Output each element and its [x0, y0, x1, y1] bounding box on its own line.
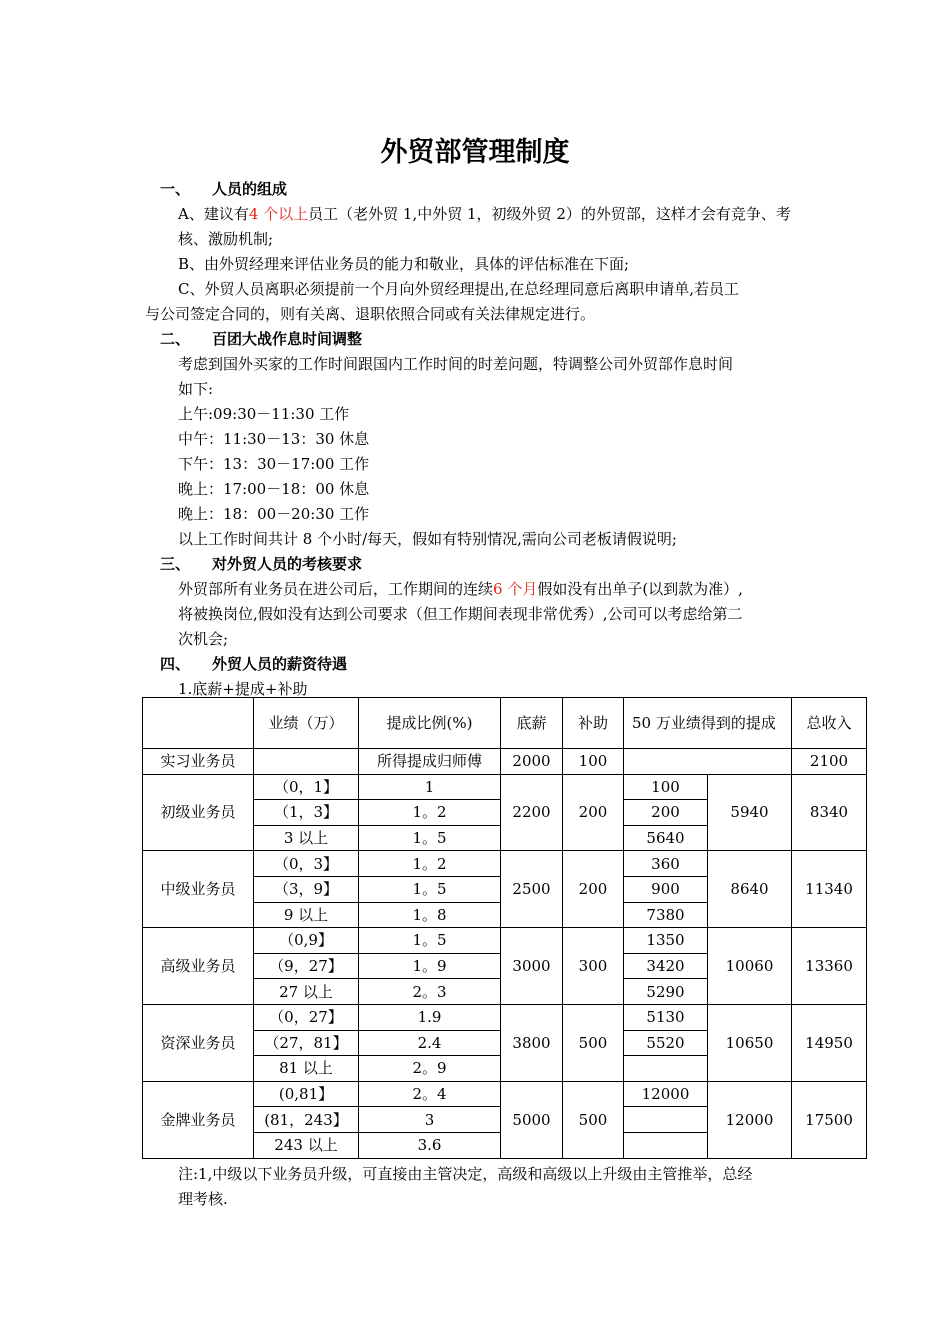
base-salary-cell: 2000 [501, 749, 563, 775]
rate-cell: 1。2 [359, 800, 501, 826]
range-cell: (81，243】 [254, 1107, 359, 1133]
section-2-intro: 考虑到国外买家的工作时间跟国内工作时间的时差问题，特调整公司外贸部作息时间 [178, 355, 734, 373]
commission-cell: 5520 [624, 1030, 708, 1056]
range-cell: (0,81】 [254, 1081, 359, 1107]
section-3-line-2: 将被换岗位,假如没有达到公司要求（但工作期间表现非常优秀）,公司可以考虑给第二 [178, 605, 743, 623]
range-cell [254, 749, 359, 775]
commission-total-cell: 10060 [708, 928, 792, 1005]
schedule-afternoon: 下午：13：30－17:00 工作 [178, 455, 370, 473]
level-cell: 资深业务员 [143, 1004, 254, 1081]
rate-cell: 2。3 [359, 979, 501, 1005]
commission-total-cell: 8640 [708, 851, 792, 928]
commission-total-cell: 10650 [708, 1004, 792, 1081]
range-cell: （0,9】 [254, 928, 359, 954]
section-3-line-1 [178, 578, 743, 599]
level-cell: 中级业务员 [143, 851, 254, 928]
section-3-title: 对外贸人员的考核要求 [212, 555, 363, 573]
base-salary-cell: 2200 [501, 774, 563, 851]
table-row [143, 851, 867, 877]
table-header-cell [143, 698, 254, 749]
item-a-text-1: A、建议有 [178, 205, 249, 223]
rate-cell: 2。4 [359, 1081, 501, 1107]
subsidy-cell: 200 [563, 774, 624, 851]
base-salary-cell: 3000 [501, 928, 563, 1005]
range-cell: （0，1】 [254, 774, 359, 800]
total-income-cell: 17500 [792, 1081, 867, 1158]
section-3-heading [160, 553, 362, 574]
commission-cell: 7380 [624, 902, 708, 928]
total-income-cell: 2100 [792, 749, 867, 775]
section-1-item-c-line2: 与公司签定合同的，则有关离、退职依照合同或有关法律规定进行。 [145, 305, 596, 323]
range-cell: （0，27】 [254, 1004, 359, 1030]
commission-cell: 1350 [624, 928, 708, 954]
section-4-title: 外贸人员的薪资待遇 [212, 655, 348, 673]
rate-cell: 2。9 [359, 1056, 501, 1082]
subsidy-cell: 100 [563, 749, 624, 775]
commission-cell [624, 1056, 708, 1082]
table-row [143, 774, 867, 800]
section-1-item-a [178, 203, 791, 224]
commission-cell [624, 749, 792, 775]
section-2-intro-line2: 如下: [178, 380, 214, 398]
total-income-cell: 14950 [792, 1004, 867, 1081]
table-header-cell: 50 万业绩得到的提成 [624, 698, 792, 749]
level-cell: 初级业务员 [143, 774, 254, 851]
commission-cell: 360 [624, 851, 708, 877]
rate-cell: 1。5 [359, 928, 501, 954]
rate-cell: 3.6 [359, 1132, 501, 1158]
commission-cell: 5290 [624, 979, 708, 1005]
total-income-cell: 11340 [792, 851, 867, 928]
table-row [143, 1081, 867, 1107]
schedule-summary: 以上工作时间共计 8 个小时/每天，假如有特别情况,需向公司老板请假说明; [178, 530, 677, 548]
table-header-cell: 总收入 [792, 698, 867, 749]
table-header-cell: 底薪 [501, 698, 563, 749]
commission-cell [624, 1132, 708, 1158]
section-3-line-3: 次机会; [178, 630, 229, 648]
subsidy-cell: 500 [563, 1004, 624, 1081]
rate-cell: 所得提成归师傅 [359, 749, 501, 775]
table-row [143, 1004, 867, 1030]
level-cell: 实习业务员 [143, 749, 254, 775]
section-2-number: 二、 [160, 330, 191, 348]
section-3-text-2: 假如没有出单子(以到款为准）, [537, 580, 743, 598]
range-cell: （27，81】 [254, 1030, 359, 1056]
rate-cell: 1。9 [359, 953, 501, 979]
rate-cell: 1。2 [359, 851, 501, 877]
subsidy-cell: 200 [563, 851, 624, 928]
range-cell: （9，27】 [254, 953, 359, 979]
range-cell: 3 以上 [254, 825, 359, 851]
range-cell: 27 以上 [254, 979, 359, 1005]
range-cell: （0，3】 [254, 851, 359, 877]
section-2-heading [160, 328, 362, 349]
commission-cell: 5130 [624, 1004, 708, 1030]
base-salary-cell: 2500 [501, 851, 563, 928]
section-1-heading [160, 178, 287, 199]
section-4-number: 四、 [160, 655, 191, 673]
table-row [143, 928, 867, 954]
commission-total-cell: 12000 [708, 1081, 792, 1158]
schedule-evening-work: 晚上：18：00－20:30 工作 [178, 505, 370, 523]
section-2-title: 百团大战作息时间调整 [212, 330, 363, 348]
table-row-intern [143, 749, 867, 775]
base-salary-cell: 5000 [501, 1081, 563, 1158]
total-income-cell: 8340 [792, 774, 867, 851]
commission-cell [624, 1107, 708, 1133]
rate-cell: 1。5 [359, 876, 501, 902]
commission-cell: 5640 [624, 825, 708, 851]
section-4-subtitle: 1.底薪+提成+补助 [178, 680, 308, 698]
rate-cell: 1 [359, 774, 501, 800]
section-1-number: 一、 [160, 180, 191, 198]
range-cell: （1，3】 [254, 800, 359, 826]
schedule-evening-break: 晚上：17:00－18：00 休息 [178, 480, 370, 498]
item-a-highlight: 4 个以上 [248, 205, 309, 223]
section-1-item-a-line2: 核、激励机制; [178, 230, 274, 248]
total-income-cell: 13360 [792, 928, 867, 1005]
rate-cell: 2.4 [359, 1030, 501, 1056]
table-header-cell: 补助 [563, 698, 624, 749]
level-cell: 金牌业务员 [143, 1081, 254, 1158]
rate-cell: 1。5 [359, 825, 501, 851]
section-1-item-c: C、外贸人员离职必须提前一个月向外贸经理提出,在总经理同意后离职申请单,若员工 [178, 280, 740, 298]
range-cell: 9 以上 [254, 902, 359, 928]
item-a-text-2: 员工（老外贸 1,中外贸 1，初级外贸 2）的外贸部，这样才会有竞争、考 [308, 205, 791, 223]
table-header-cell: 业绩（万） [254, 698, 359, 749]
table-header-row [143, 698, 867, 749]
section-3-number: 三、 [160, 555, 191, 573]
commission-cell: 200 [624, 800, 708, 826]
range-cell: （3，9】 [254, 876, 359, 902]
range-cell: 243 以上 [254, 1132, 359, 1158]
subsidy-cell: 300 [563, 928, 624, 1005]
subsidy-cell: 500 [563, 1081, 624, 1158]
schedule-noon: 中午：11:30－13：30 休息 [178, 430, 370, 448]
schedule-morning: 上午:09:30－11:30 工作 [178, 405, 350, 423]
range-cell: 81 以上 [254, 1056, 359, 1082]
commission-cell: 100 [624, 774, 708, 800]
section-1-title: 人员的组成 [212, 180, 288, 198]
commission-cell: 12000 [624, 1081, 708, 1107]
level-cell: 高级业务员 [143, 928, 254, 1005]
section-4-heading [160, 653, 347, 674]
page-title: 外贸部管理制度 [380, 137, 570, 168]
note-line-2: 理考核. [178, 1190, 228, 1208]
rate-cell: 1.9 [359, 1004, 501, 1030]
commission-cell: 3420 [624, 953, 708, 979]
commission-cell: 900 [624, 876, 708, 902]
table-header-cell: 提成比例(%) [359, 698, 501, 749]
section-1-item-b: B、由外贸经理来评估业务员的能力和敬业，具体的评估标准在下面; [178, 255, 630, 273]
salary-table [142, 697, 867, 1159]
note-line-1: 注:1,中级以下业务员升级，可直接由主管决定，高级和高级以上升级由主管推举，总经 [178, 1165, 753, 1183]
commission-total-cell: 5940 [708, 774, 792, 851]
rate-cell: 1。8 [359, 902, 501, 928]
section-3-text-1: 外贸部所有业务员在进公司后，工作期间的连续 [178, 580, 494, 598]
rate-cell: 3 [359, 1107, 501, 1133]
section-3-highlight: 6 个月 [493, 580, 538, 598]
base-salary-cell: 3800 [501, 1004, 563, 1081]
